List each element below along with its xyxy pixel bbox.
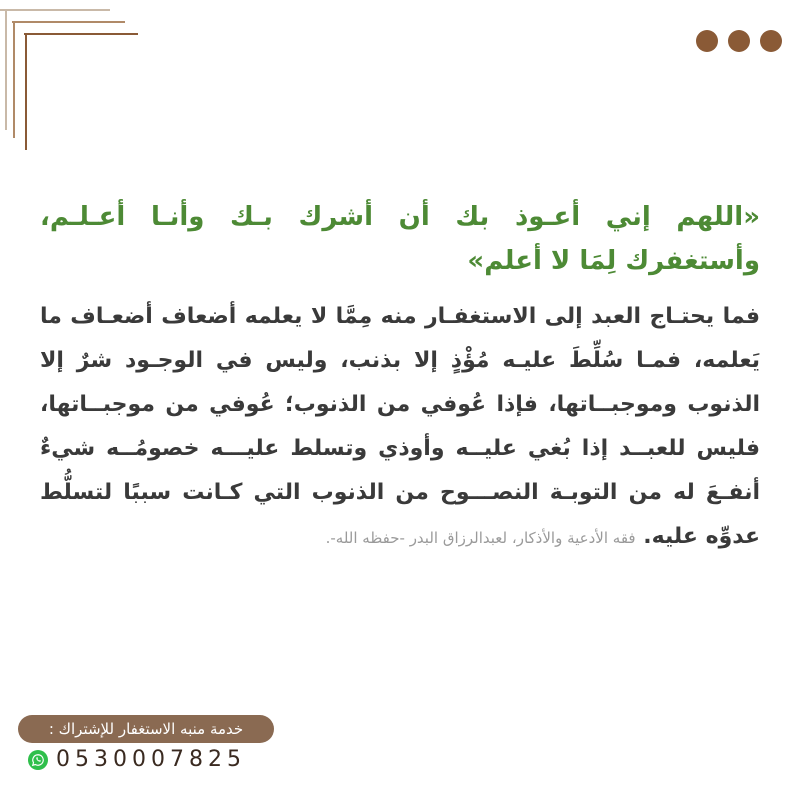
body-paragraph [40,295,760,560]
source-citation: فقه الأدعية والأذكار، لعبدالرزاق البدر -حفظه الله-. [325,529,636,547]
dot [760,30,782,52]
phone-row [18,747,274,772]
body-text: فما يحتـاج العبد إلى الاستغفـار منه مِمَّا لا يعلمه أضعاف أضعـاف ما يَعلمه، فمـا سُلِّطَ عليـه مُؤْذٍ إلا بذنب، وليس في الوجـود شرٌ إلا الذنوب وموجبــاتها، فإذا عُوفي من الذنوب؛ عُوفي من موجبــاتها، فليس للعبــد إذا بُغي عليــه وأوذي وتسلط عليـــه خصومُــه شيءٌ أنفـعَ له من التوبـة النصـــوح من الذنوب التي كـانت سببًا لتسلُّط عدوِّه عليه. [40,304,760,549]
dot [728,30,750,52]
corner-decoration [0,0,150,160]
dot [696,30,718,52]
whatsapp-glyph [31,753,45,767]
subscribe-badge [18,715,274,772]
subscribe-label: خدمة منبه الاستغفار للإشتراك : [18,715,274,743]
whatsapp-icon[interactable] [28,750,48,770]
phone-number[interactable]: 0530007825 [56,747,246,772]
main-content [40,195,760,560]
dots-decoration [696,30,782,52]
dua-quote: «اللهم إني أعـوذ بك أن أشرك بـك وأنـا أعـلـم، وأستغفرك لِمَا لا أعلم» [40,202,760,276]
